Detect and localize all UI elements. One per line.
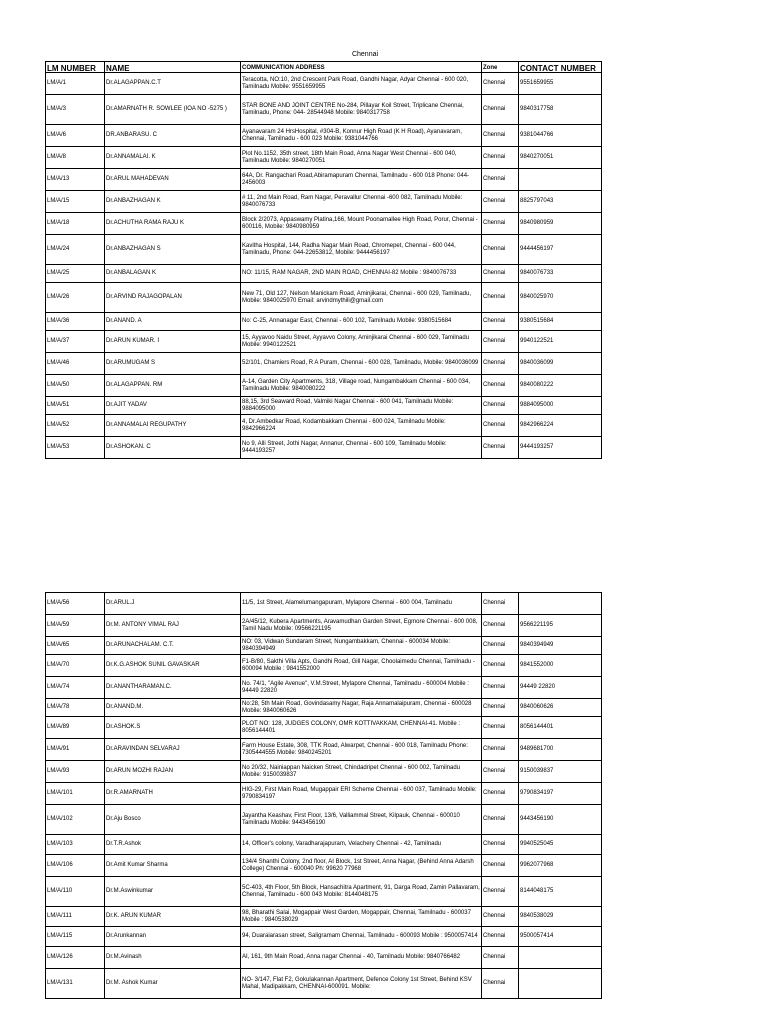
contact-cell	[519, 947, 602, 969]
table-row	[46, 655, 602, 677]
lm-number-cell: LM/A/101	[46, 783, 105, 805]
name-cell: Dr.K. ARUN KUMAR	[105, 907, 241, 927]
table-row	[46, 615, 602, 637]
table-row	[46, 717, 602, 739]
lm-number-cell: LM/A/8	[46, 147, 105, 169]
lm-number-cell: LM/A/13	[46, 169, 105, 191]
name-cell: Dr.ANBAZHAGAN S	[105, 235, 241, 265]
zone-cell: Chennai	[482, 593, 519, 615]
address-cell: 4, Dr.Ambedkar Road, Kodambakkam Chennai - 600 024, Tamilnadu Mobile: 9842966224	[241, 415, 482, 437]
table-row	[46, 739, 602, 761]
contact-cell: 9884095000	[519, 397, 602, 415]
name-cell: Dr.AJIT YADAV	[105, 397, 241, 415]
address-cell: 14, Officer's colony, Varadharajapuram, Velachery Chennai - 42, Tamilnadu	[241, 835, 482, 855]
zone-cell: Chennai	[482, 655, 519, 677]
lm-number-cell: LM/A/103	[46, 835, 105, 855]
zone-cell: Chennai	[482, 699, 519, 717]
table-row	[46, 927, 602, 947]
address-cell: No:28, 5th Main Road, Govindasamy Nagar, Raja Annamalaipuram, Chennai - 600028 Mobile: 9840060626	[241, 699, 482, 717]
address-cell: 134/4 Shanthi Colony, 2nd floor, AI Block, 1st Street, Anna Nagar, (Behind Anna Adarsh College) Chennai - 600040 Ph: 99620 77968	[241, 855, 482, 877]
lm-number-cell: LM/A/91	[46, 739, 105, 761]
zone-header: Zone	[482, 62, 519, 73]
lm-number-cell: LM/A/36	[46, 313, 105, 331]
name-cell: Dr.ARUL.J	[105, 593, 241, 615]
contact-cell	[519, 969, 602, 999]
lm-number-cell: LM/A/65	[46, 637, 105, 655]
zone-cell: Chennai	[482, 437, 519, 459]
table-row	[46, 353, 602, 375]
name-cell: Dr.M.Avinash	[105, 947, 241, 969]
zone-cell: Chennai	[482, 331, 519, 353]
zone-cell: Chennai	[482, 947, 519, 969]
members-table-1	[45, 61, 602, 459]
name-cell: Dr.ANNAMALAI. K	[105, 147, 241, 169]
contact-cell: 9840080222	[519, 375, 602, 397]
table-row	[46, 125, 602, 147]
address-cell: # 11, 2nd Main Road, Ram Nagar, Peravallur Chennai -600 082, Tamilnadu Mobile: 9840076733	[241, 191, 482, 213]
contact-cell: 9842966224	[519, 415, 602, 437]
address-cell: NO- 3/147, Flat F2, Gokulakannan Apartment, Defence Colony 1st Street, Behind KSV Mahal, Madipakkam, CHENNAI-600091. Mobile:	[241, 969, 482, 999]
lm-number-cell: LM/A/78	[46, 699, 105, 717]
lm-number-cell: LM/A/115	[46, 927, 105, 947]
address-cell: Teracotta, NO:10, 2nd Crescent Park Road, Gandhi Nagar, Adyar Chennai - 600 020, Tamilnadu Mobile: 9551659955	[241, 73, 482, 95]
table-row	[46, 877, 602, 907]
name-header: NAME	[105, 62, 241, 73]
zone-cell: Chennai	[482, 397, 519, 415]
lm-number-cell: LM/A/6	[46, 125, 105, 147]
zone-cell: Chennai	[482, 375, 519, 397]
name-cell: Dr.ASHOK.S	[105, 717, 241, 739]
contact-cell: 9840060626	[519, 699, 602, 717]
zone-cell: Chennai	[482, 213, 519, 235]
contact-cell	[519, 169, 602, 191]
table-row	[46, 835, 602, 855]
lm-number-cell: LM/A/111	[46, 907, 105, 927]
zone-cell: Chennai	[482, 835, 519, 855]
contact-cell: 9940525045	[519, 835, 602, 855]
contact-cell: 9444193257	[519, 437, 602, 459]
table-row	[46, 805, 602, 835]
name-cell: Dr.K.G.ASHOK SUNIL GAVASKAR	[105, 655, 241, 677]
table-row	[46, 593, 602, 615]
zone-cell: Chennai	[482, 805, 519, 835]
zone-cell: Chennai	[482, 907, 519, 927]
name-cell: Dr.T.R.Ashok	[105, 835, 241, 855]
address-cell: No. 74/1, "Agile Avenue", V.M.Street, Mylapore Chennai, Tamilnadu - 600004 Mobile : 94449 22820	[241, 677, 482, 699]
lm-number-cell: LM/A/70	[46, 655, 105, 677]
table-row	[46, 415, 602, 437]
contact-cell: 9840270051	[519, 147, 602, 169]
name-cell: Dr.ASHOKAN. C	[105, 437, 241, 459]
address-cell: PLOT NO: 128, JUDGES COLONY, OMR KOTTIVAKKAM, CHENNAI-41. Mobile : 8056144401	[241, 717, 482, 739]
name-cell: Dr.Arunkannan	[105, 927, 241, 947]
table-row	[46, 761, 602, 783]
address-cell: New 71, Old 127, Nelson Manickam Road, Aminjikarai, Chennai - 600 029, Tamilnadu, Mobile: 9840025970 Email: arvindmythili@gmail.com	[241, 283, 482, 313]
table-row	[46, 169, 602, 191]
zone-cell: Chennai	[482, 877, 519, 907]
zone-cell: Chennai	[482, 717, 519, 739]
lm-number-cell: LM/A/56	[46, 593, 105, 615]
zone-cell: Chennai	[482, 353, 519, 375]
address-cell: 5C-403, 4th Floor, 5th Block, Hansachitra Apartment, 91, Darga Road, Zamin Pallavaram, Chennai, Tamilnadu - 600 043 Mobile: 8144048175	[241, 877, 482, 907]
table-row	[46, 855, 602, 877]
name-cell: DR.ANBARASU. C	[105, 125, 241, 147]
table-row	[46, 437, 602, 459]
address-cell: STAR BONE AND JOINT CENTRE No-284, Pillayar Koil Street, Triplicane Chennai, Tamilnadu, Phone: 044- 28544948 Mobile: 9840317758	[241, 95, 482, 125]
contact-cell: 9840025970	[519, 283, 602, 313]
address-cell: 11/5, 1st Street, Alamelumangapuram, Mylapore Chennai - 600 004, Tamilnadu	[241, 593, 482, 615]
lm-number-cell: LM/A/93	[46, 761, 105, 783]
zone-cell: Chennai	[482, 969, 519, 999]
zone-cell: Chennai	[482, 415, 519, 437]
name-cell: Dr.M.Aswinkumar	[105, 877, 241, 907]
contact-cell: 9840317758	[519, 95, 602, 125]
table-row	[46, 969, 602, 999]
address-cell: Plot No.1152, 35th street, 18th Main Road, Anna Nagar West Chennai - 600 040, Tamilnadu Mobile: 9840270051	[241, 147, 482, 169]
lm-number-cell: LM/A/26	[46, 283, 105, 313]
address-cell: 15, Ayyavoo Naidu Street, Ayyavvo Colony, Aminjikarai Chennai - 600 029, Tamilnadu Mobile: 9940122521	[241, 331, 482, 353]
lm-number-cell: LM/A/52	[46, 415, 105, 437]
zone-cell: Chennai	[482, 783, 519, 805]
name-cell: Dr.ANANTHARAMAN.C.	[105, 677, 241, 699]
address-cell: No: C-25, Annanagar East, Chennai - 600 102, Tamilnadu Mobile: 9380515684	[241, 313, 482, 331]
zone-cell: Chennai	[482, 125, 519, 147]
contact-cell: 9443456190	[519, 805, 602, 835]
name-cell: Dr.ANBAZHAGAN K	[105, 191, 241, 213]
name-cell: Dr.ARAVINDAN SELVARAJ	[105, 739, 241, 761]
name-cell: Dr.ANBALAGAN K	[105, 265, 241, 283]
address-cell: No 20/32, Nainiappan Naicken Street, Chindadripet Chennai - 600 002, Tamilnadu Mobile: 9150039837	[241, 761, 482, 783]
zone-cell: Chennai	[482, 677, 519, 699]
page-title: Chennai	[351, 51, 379, 58]
contact-cell: 9444456197	[519, 235, 602, 265]
contact-cell: 9381044766	[519, 125, 602, 147]
name-cell: Dr.ARUL MAHADEVAN	[105, 169, 241, 191]
table-row	[46, 375, 602, 397]
address-cell: Ayanavaram 24 HrsHospital, #304-B, Konnur High Road (K H Road), Ayanavaram, Chennai, Tamilnadu - 600 023 Mobile: 9381044766	[241, 125, 482, 147]
lm-number-cell: LM/A/25	[46, 265, 105, 283]
name-cell: Dr.ARUNACHALAM. C.T.	[105, 637, 241, 655]
contact-cell: 9150039837	[519, 761, 602, 783]
zone-cell: Chennai	[482, 927, 519, 947]
zone-cell: Chennai	[482, 283, 519, 313]
lm-number-cell: LM/A/126	[46, 947, 105, 969]
contact-cell: 9840980959	[519, 213, 602, 235]
lm-number-cell: LM/A/37	[46, 331, 105, 353]
address-header: COMMUNICATION ADDRESS	[241, 62, 482, 73]
name-cell: Dr.ARVIND RAJAGOPALAN	[105, 283, 241, 313]
contact-cell	[519, 593, 602, 615]
zone-cell: Chennai	[482, 191, 519, 213]
name-cell: Dr.ARUN KUMAR. I	[105, 331, 241, 353]
address-cell: 2A/45/12, Kubera Apartments, Aravamudhan Garden Street, Egmore Chennai - 600 008, Tamil Nadu Mobile: 09566221195	[241, 615, 482, 637]
lm-number-header: LM NUMBER	[46, 62, 105, 73]
contact-cell: 9500057414	[519, 927, 602, 947]
contact-cell: 9940122521	[519, 331, 602, 353]
zone-cell: Chennai	[482, 95, 519, 125]
zone-cell: Chennai	[482, 615, 519, 637]
contact-cell: 9841552000	[519, 655, 602, 677]
lm-number-cell: LM/A/102	[46, 805, 105, 835]
header-row	[46, 62, 602, 73]
zone-cell: Chennai	[482, 147, 519, 169]
contact-cell: 9962077968	[519, 855, 602, 877]
table-row	[46, 783, 602, 805]
contact-cell: 9489681700	[519, 739, 602, 761]
zone-cell: Chennai	[482, 313, 519, 331]
address-cell: 98, Bharathi Salai, Mogappair West Garden, Mogappair, Chennai, Tamilnadu - 600037 Mobile : 9840538029	[241, 907, 482, 927]
address-cell: A-14, Garden City Apartments, 318, Village road, Nungambakkam Chennai - 600 034, Tamilnadu Mobile: 9840080222	[241, 375, 482, 397]
contact-cell: 8056144401	[519, 717, 602, 739]
contact-cell: 8144048175	[519, 877, 602, 907]
address-cell: AI, 161, 9th Main Road, Anna nagar Chennai - 40, Tamilnadu Mobile: 9840766482	[241, 947, 482, 969]
contact-cell: 9790834197	[519, 783, 602, 805]
name-cell: Dr.ANAND. A	[105, 313, 241, 331]
contact-cell: 94449 22820	[519, 677, 602, 699]
table-row	[46, 947, 602, 969]
lm-number-cell: LM/A/59	[46, 615, 105, 637]
zone-cell: Chennai	[482, 265, 519, 283]
lm-number-cell: LM/A/15	[46, 191, 105, 213]
address-cell: 64A, Dr. Rangachari Road,Abiramapuram Chennai, Tamilnadu - 600 018 Phone: 044- 2456003	[241, 169, 482, 191]
zone-cell: Chennai	[482, 235, 519, 265]
table-row	[46, 313, 602, 331]
name-cell: Dr.ARUN MOZHI RAJAN	[105, 761, 241, 783]
lm-number-cell: LM/A/1	[46, 73, 105, 95]
table-row	[46, 637, 602, 655]
contact-cell: 9840076733	[519, 265, 602, 283]
address-cell: Farm House Estate, 308, TTK Road, Alwarpet, Chennai - 600 018, Tamilnadu Phone: 7305444555 Mobile: 9840245201	[241, 739, 482, 761]
name-cell: Dr.AMARNATH R. SOWLEE (IOA NO -5275 )	[105, 95, 241, 125]
zone-cell: Chennai	[482, 637, 519, 655]
lm-number-cell: LM/A/53	[46, 437, 105, 459]
address-cell: F1-B/80, Sakthi Villa Apts, Gandhi Road, Gill Nagar, Choolaimedu Chennai, Tamilnadu - 600094 Mobile : 9841552000	[241, 655, 482, 677]
table-row	[46, 677, 602, 699]
lm-number-cell: LM/A/74	[46, 677, 105, 699]
contact-header: CONTACT NUMBER	[519, 62, 602, 73]
name-cell: Dr.ACHUTHA RAMA RAJU K	[105, 213, 241, 235]
zone-cell: Chennai	[482, 761, 519, 783]
table-row	[46, 907, 602, 927]
contact-cell: 8825797043	[519, 191, 602, 213]
lm-number-cell: LM/A/110	[46, 877, 105, 907]
lm-number-cell: LM/A/50	[46, 375, 105, 397]
address-cell: Jayantha Keashav, First Floor, 13/6, Valliammal Street, Kilpauk, Chennai - 600010 Tamilnadu Mobile: 9443456190	[241, 805, 482, 835]
lm-number-cell: LM/A/3	[46, 95, 105, 125]
contact-cell: 9840394949	[519, 637, 602, 655]
contact-cell: 9380515684	[519, 313, 602, 331]
table-row	[46, 213, 602, 235]
address-cell: Kavitha Hospital, 144, Radha Nagar Main Road, Chromepet, Chennai - 600 044, Tamilnadu, Phone: 044-22653812, Mobile: 9444456197	[241, 235, 482, 265]
table-row	[46, 235, 602, 265]
contact-cell: 9551659955	[519, 73, 602, 95]
lm-number-cell: LM/A/46	[46, 353, 105, 375]
contact-cell: 9840036099	[519, 353, 602, 375]
name-cell: Dr.ALAGAPPAN. RM	[105, 375, 241, 397]
table-row	[46, 95, 602, 125]
address-cell: 88,15, 3rd Seaward Road, Valmiki Nagar Chennai - 600 041, Tamilnadu Mobile: 9884095000	[241, 397, 482, 415]
zone-cell: Chennai	[482, 739, 519, 761]
table-row	[46, 699, 602, 717]
lm-number-cell: LM/A/24	[46, 235, 105, 265]
address-cell: NO: 03, Vidwan Sundaram Street, Nungambakkam, Chennai - 600034 Mobile: 9840394949	[241, 637, 482, 655]
table-row	[46, 73, 602, 95]
name-cell: Dr.R.AMARNATH	[105, 783, 241, 805]
members-table-2	[45, 592, 602, 999]
zone-cell: Chennai	[482, 169, 519, 191]
lm-number-cell: LM/A/51	[46, 397, 105, 415]
address-cell: No 9, Alli Street, Jothi Nagar, Annanur, Chennai - 600 109, Tamilnadu Mobile: 9444193257	[241, 437, 482, 459]
lm-number-cell: LM/A/18	[46, 213, 105, 235]
table-row	[46, 331, 602, 353]
lm-number-cell: LM/A/106	[46, 855, 105, 877]
name-cell: Dr.ALAGAPPAN.C.T	[105, 73, 241, 95]
table-row	[46, 283, 602, 313]
address-cell: Block 2/2073, Appaswamy Platina,166, Mount Poonamallee High Road, Porur, Chennai - 600116, Mobile: 9840980959	[241, 213, 482, 235]
zone-cell: Chennai	[482, 855, 519, 877]
name-cell: Dr.M. Ashok Kumar	[105, 969, 241, 999]
name-cell: Dr.Amit Kumar Sharma	[105, 855, 241, 877]
address-cell: 52/101, Chamiers Road, R A Puram, Chennai - 600 028, Tamilnadu, Mobile: 9840036099	[241, 353, 482, 375]
name-cell: Dr.ANNAMALAI REGUPATHY	[105, 415, 241, 437]
lm-number-cell: LM/A/131	[46, 969, 105, 999]
address-cell: 94, Duaraiarasan street, Saligramam Chennai, Tamilnadu - 600093 Mobile : 9500057414	[241, 927, 482, 947]
name-cell: Dr.ANAND.M.	[105, 699, 241, 717]
address-cell: HIG-29, First Main Road, Mugappair ERI Scheme Chennai - 600 037, Tamilnadu Mobile: 9790834197	[241, 783, 482, 805]
lm-number-cell: LM/A/89	[46, 717, 105, 739]
address-cell: NO: 11/15, RAM NAGAR, 2ND MAIN ROAD, CHENNAI-82 Mobile : 9840076733	[241, 265, 482, 283]
table-row	[46, 191, 602, 213]
contact-cell: 9840538029	[519, 907, 602, 927]
name-cell: Dr.Aju Bosco	[105, 805, 241, 835]
table-row	[46, 265, 602, 283]
zone-cell: Chennai	[482, 73, 519, 95]
name-cell: Dr.M. ANTONY VIMAL RAJ	[105, 615, 241, 637]
table-row	[46, 147, 602, 169]
contact-cell: 9566221195	[519, 615, 602, 637]
name-cell: Dr.ARUMUGAM S	[105, 353, 241, 375]
table-row	[46, 397, 602, 415]
